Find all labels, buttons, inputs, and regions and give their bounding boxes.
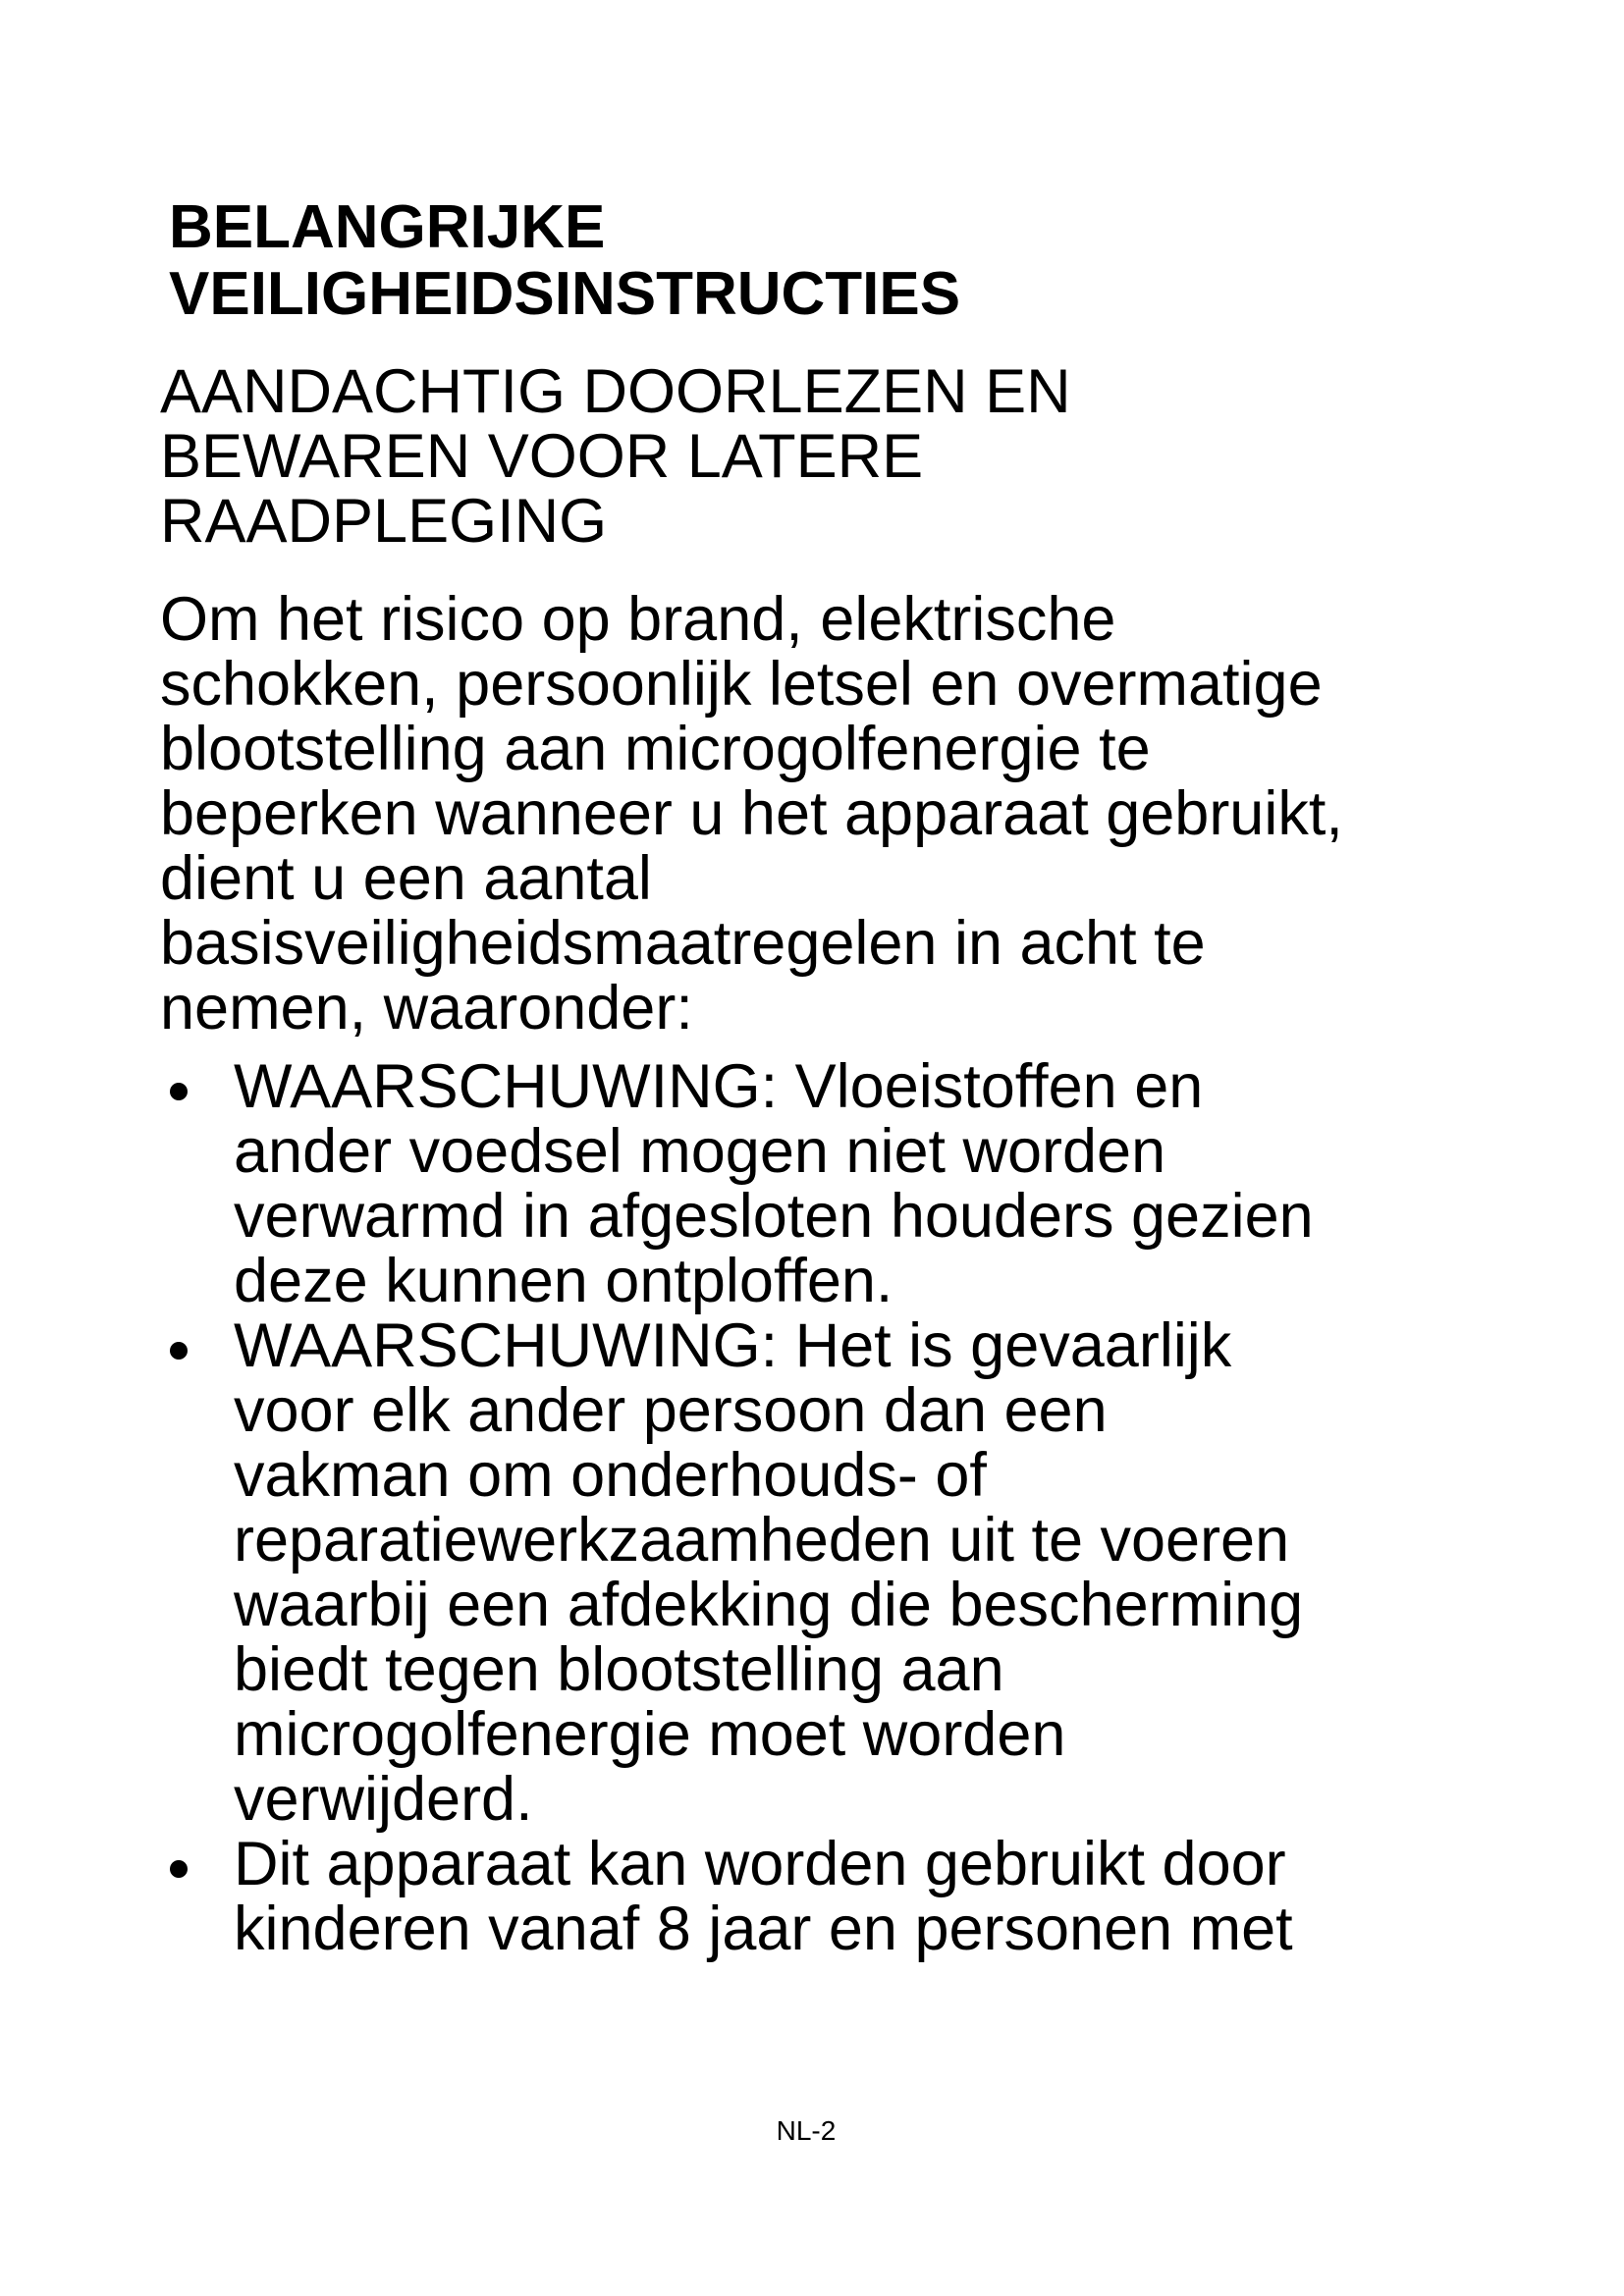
notice-line: AANDACHTIG DOORLEZEN EN <box>160 357 1071 426</box>
list-item <box>160 1054 1314 1313</box>
section-heading-line: VEILIGHEIDSINSTRUCTIES <box>169 260 961 328</box>
list-item-line: verwarmd in afgesloten houders gezien <box>234 1182 1314 1251</box>
list-item-line: Dit apparaat kan worden gebruikt door <box>234 1830 1286 1898</box>
notice-line: BEWAREN VOOR LATERE <box>160 422 924 491</box>
page-footer <box>0 2114 1624 2148</box>
bullet-icon <box>170 1083 188 1100</box>
intro-line: nemen, waaronder: <box>160 974 693 1042</box>
list-item-line: voor elk ander persoon dan een <box>234 1376 1108 1445</box>
intro-line: schokken, persoonlijk letsel en overmatige <box>160 650 1323 719</box>
read-and-keep-notice <box>160 359 1071 554</box>
list-item-line: vakman om onderhouds- of <box>234 1441 987 1510</box>
list-item-line: WAARSCHUWING: Vloeistoffen en <box>234 1052 1204 1121</box>
intro-line: beperken wanneer u het apparaat gebruikt, <box>160 779 1343 848</box>
intro-line: dient u een aantal <box>160 844 652 913</box>
intro-line: blootstelling aan microgolfenergie te <box>160 715 1151 783</box>
list-item-line: deze kunnen ontploffen. <box>234 1247 893 1315</box>
list-item <box>160 1832 1314 1961</box>
list-item-line: verwijderd. <box>234 1765 533 1834</box>
bullet-icon <box>170 1342 188 1360</box>
list-item <box>160 1313 1314 1832</box>
list-item-line: reparatiewerkzaamheden uit te voeren <box>234 1506 1290 1575</box>
page-number: NL-2 <box>776 2115 837 2146</box>
list-item-line: ander voedsel mogen niet worden <box>234 1117 1166 1186</box>
section-heading-line: BELANGRIJKE <box>169 193 606 261</box>
safety-instruction-list <box>160 1054 1314 1961</box>
list-item-line: kinderen vanaf 8 jaar en personen met <box>234 1895 1293 1963</box>
list-item-line: WAARSCHUWING: Het is gevaarlijk <box>234 1311 1232 1380</box>
section-heading <box>169 194 960 328</box>
bullet-icon <box>170 1860 188 1878</box>
intro-line: basisveiligheidsmaatregelen in acht te <box>160 909 1206 978</box>
list-item-line: waarbij een afdekking die bescherming <box>234 1571 1304 1639</box>
intro-paragraph <box>160 587 1343 1041</box>
list-item-line: biedt tegen blootstelling aan <box>234 1635 1004 1704</box>
list-item-line: microgolfenergie moet worden <box>234 1700 1066 1769</box>
notice-line: RAADPLEGING <box>160 487 608 556</box>
intro-line: Om het risico op brand, elektrische <box>160 585 1116 654</box>
